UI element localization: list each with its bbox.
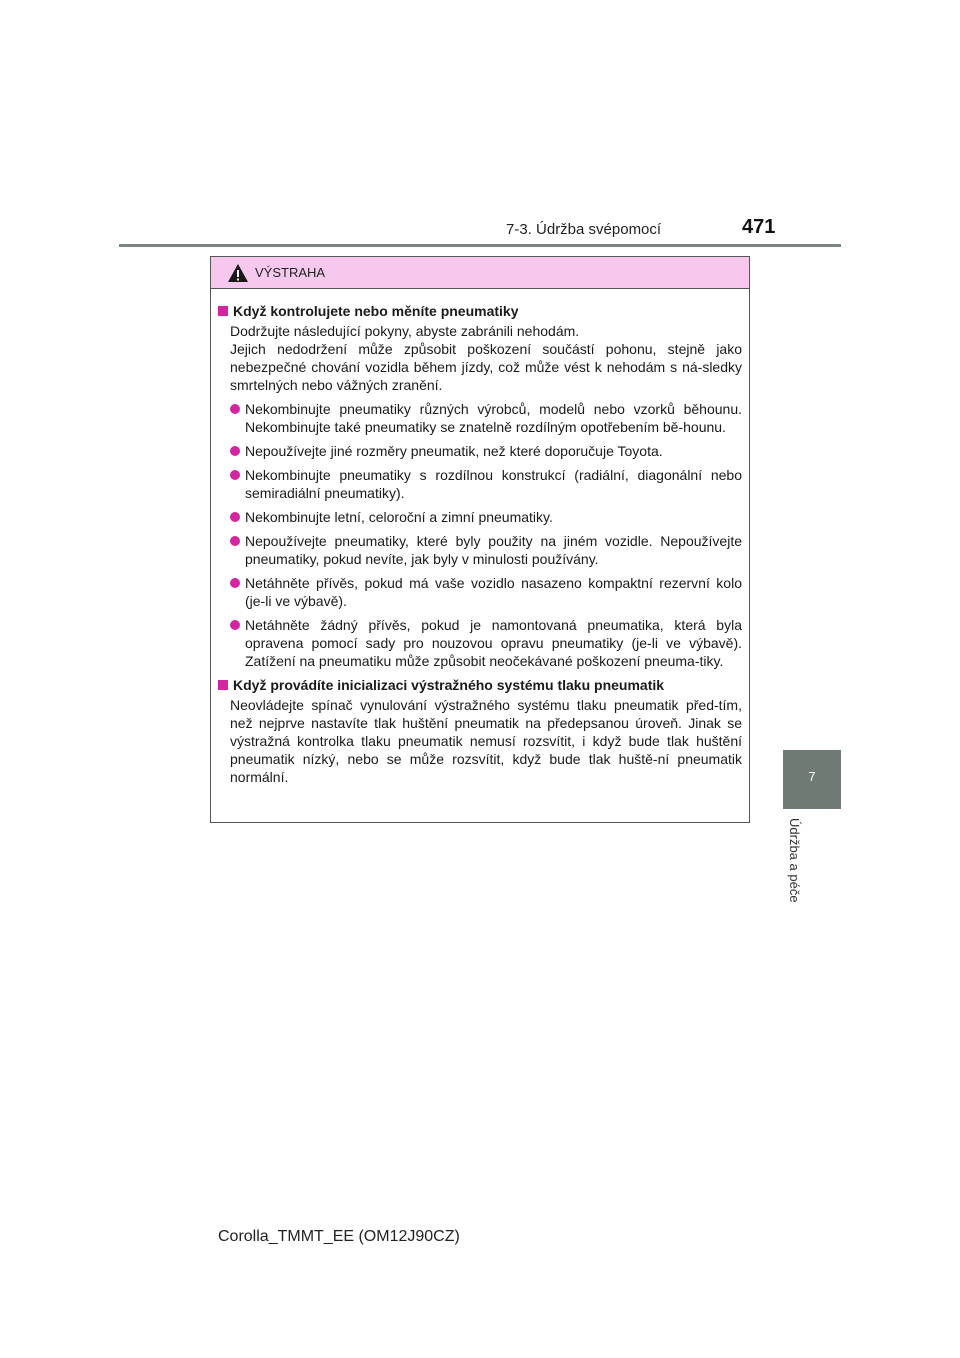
warning-box: [210, 256, 750, 823]
section-intro: [230, 696, 742, 786]
chapter-tab: [783, 750, 841, 809]
bullet-text: Nekombinujte pneumatiky různých výrobců, modelů nebo vzorků běhounu. Nekombinujte také pneumatiky se znatelně rozdílným opotřebením bě-hounu.: [245, 401, 742, 435]
footer-model: Corolla_TMMT_EE (OM12J90CZ): [218, 1228, 460, 1245]
round-bullet-icon: [230, 512, 240, 522]
bullet-item: [230, 508, 742, 526]
round-bullet-icon: [230, 470, 240, 480]
warning-header: [211, 257, 749, 289]
bullet-item: [230, 616, 742, 670]
section-intro: [230, 322, 742, 394]
warning-title: VÝSTRAHA: [255, 265, 326, 280]
section-heading: [218, 302, 742, 320]
bullet-item: [230, 574, 742, 610]
round-bullet-icon: [230, 404, 240, 414]
page-number: 471: [742, 216, 776, 238]
bullet-text: Nepoužívejte jiné rozměry pneumatik, než které doporučuje Toyota.: [245, 443, 663, 459]
header-rule: [119, 244, 841, 247]
bullet-item: [230, 442, 742, 460]
bullet-text: Netáhněte žádný přívěs, pokud je namontovaná pneumatika, která byla opravena pomocí sady pro nouzovou opravu pneumatiky (je-li ve výbavě). Zatížení na pneumatiku může způsobit neočekávané poškození pneuma-tiky.: [245, 617, 742, 669]
intro-line: Jejich nedodržení může způsobit poškození součástí pohonu, stejně jako nebezpečné chování vozidla během jízdy, což může vést k nehodám s ná-sledky smrtelných nebo vážných zranění.: [230, 341, 742, 393]
chapter-number: 7: [808, 769, 816, 784]
bullet-text: Nepoužívejte pneumatiky, které byly použity na jiném vozidle. Nepoužívejte pneumatiky, pokud nevíte, jak byly v minulosti používány.: [245, 533, 742, 567]
round-bullet-icon: [230, 620, 240, 630]
round-bullet-icon: [230, 578, 240, 588]
warning-triangle-icon: [227, 263, 249, 283]
warning-body: [211, 289, 749, 786]
intro-line: Dodržujte následující pokyny, abyste zabránili nehodám.: [230, 323, 580, 339]
bullet-item: [230, 400, 742, 436]
square-bullet-icon: [218, 306, 228, 316]
intro-line: Neovládejte spínač vynulování výstražného systému tlaku pneumatik před-tím, než nejprve nastavíte tlak huštění pneumatik na předepsanou úroveň. Jinak se výstražná kontrolka tlaku pneumatik nemusí rozsvítit, i když bude tlak huštění pneumatik nízký, nebo se může rozsvítit, když bude tlak huště-ní pneumatik normální.: [230, 697, 742, 785]
bullet-text: Nekombinujte letní, celoroční a zimní pneumatiky.: [245, 509, 553, 525]
section-heading-text: Když kontrolujete nebo měníte pneumatiky: [233, 303, 519, 319]
bullet-item: [230, 466, 742, 502]
bullet-text: Nekombinujte pneumatiky s rozdílnou konstrukcí (radiální, diagonální nebo semiradiální pneumatiky).: [245, 467, 742, 501]
section-heading-text: Když provádíte inicializaci výstražného systému tlaku pneumatik: [233, 677, 665, 693]
bullet-item: [230, 532, 742, 568]
bullet-text: Netáhněte přívěs, pokud má vaše vozidlo nasazeno kompaktní rezervní kolo (je-li ve výbavě).: [245, 575, 742, 609]
round-bullet-icon: [230, 446, 240, 456]
section-title: 7-3. Údržba svépomocí: [506, 221, 662, 238]
square-bullet-icon: [218, 680, 228, 690]
section-heading: [218, 676, 742, 694]
round-bullet-icon: [230, 536, 240, 546]
chapter-side-label: Údržba a péče: [787, 818, 802, 903]
